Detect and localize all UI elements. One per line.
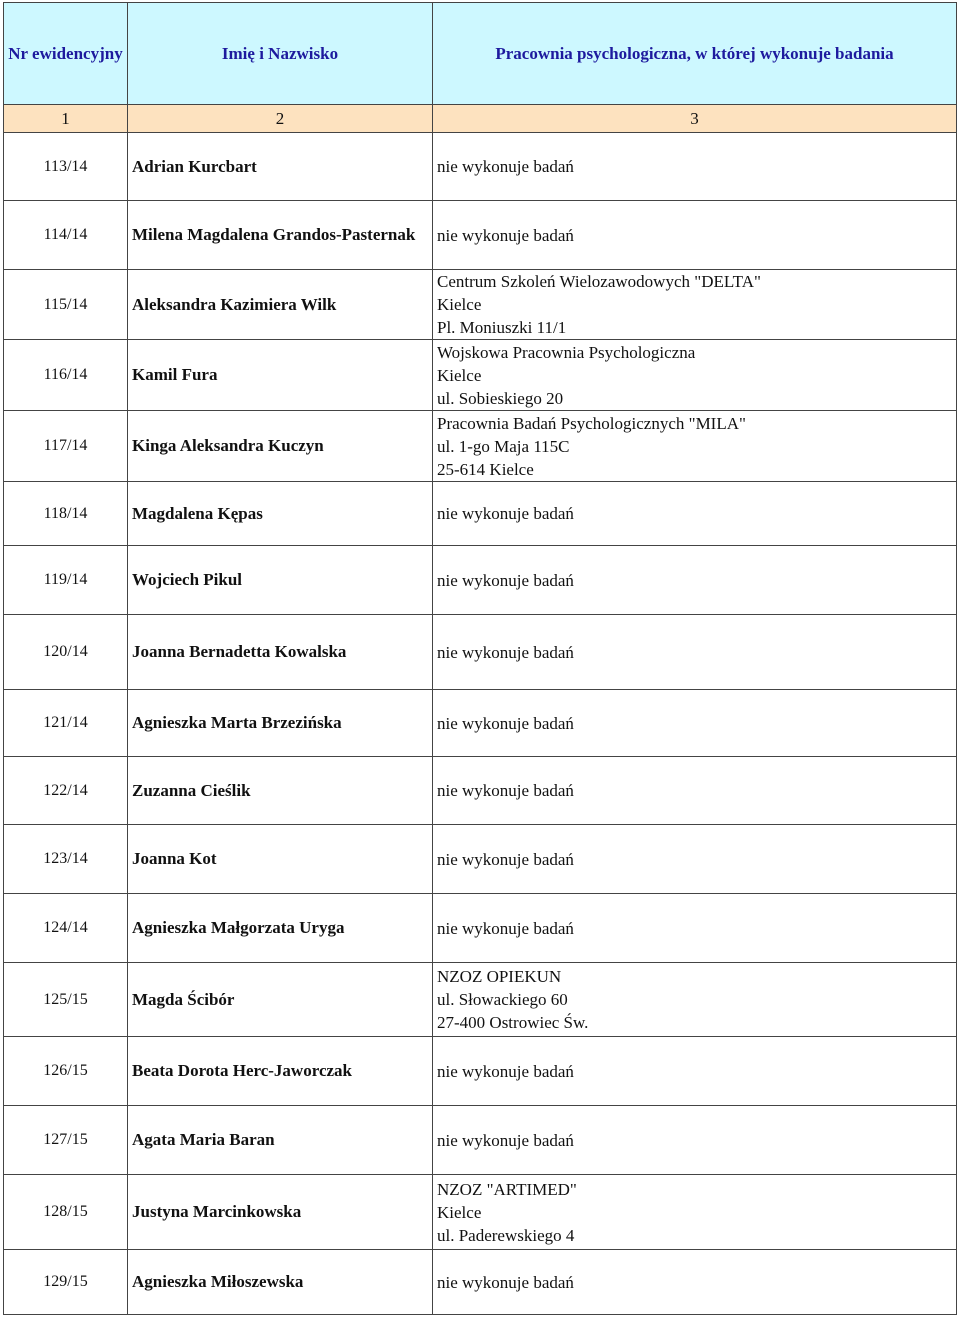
registry-rows [4,133,957,1315]
lab-line: 27-400 Ostrowiec Św. [437,1013,589,1032]
lab-line: ul. 1-go Maja 115C [437,436,570,456]
lab-line: ul. Słowackiego 60 [437,990,568,1009]
person-name: Magda Ścibór [128,963,433,1037]
header-nr: Nr ewidencyjny [4,3,128,105]
lab-line: Pl. Moniuszki 11/1 [437,318,567,337]
lab-cell [433,894,957,963]
registry-number: 121/14 [4,690,128,757]
person-name: Aleksandra Kazimiera Wilk [128,270,433,340]
table-row [4,201,957,270]
lab-cell [433,411,957,482]
table-row [4,1037,957,1106]
table-row [4,1175,957,1250]
lab-cell [433,825,957,894]
column-number: 3 [433,105,957,133]
table-row [4,340,957,411]
lab-cell [433,690,957,757]
table-row [4,690,957,757]
person-name: Justyna Marcinkowska [128,1175,433,1250]
lab-cell [433,1106,957,1175]
registry-number: 129/15 [4,1250,128,1315]
person-name: Agnieszka Marta Brzezińska [128,690,433,757]
table-row [4,615,957,690]
registry-number: 125/15 [4,963,128,1037]
column-number: 1 [4,105,128,133]
lab-cell [433,546,957,615]
person-name: Agnieszka Małgorzata Uryga [128,894,433,963]
lab-line: nie wykonuje badań [437,781,574,800]
table-row [4,757,957,825]
person-name: Joanna Bernadetta Kowalska [128,615,433,690]
lab-line: nie wykonuje badań [437,1061,574,1081]
table-row [4,963,957,1037]
lab-line: Wojskowa Pracownia Psychologiczna [437,342,696,362]
lab-line: NZOZ "ARTIMED" [437,1179,577,1199]
lab-line: nie wykonuje badań [437,225,574,245]
person-name: Joanna Kot [128,825,433,894]
lab-cell [433,340,957,411]
lab-cell [433,615,957,690]
person-name: Adrian Kurcbart [128,133,433,201]
lab-line: nie wykonuje badań [437,918,574,938]
header-lab: Pracownia psychologiczna, w której wykonuje badania [433,3,957,105]
lab-line: nie wykonuje badań [437,713,574,733]
registry-number: 124/14 [4,894,128,963]
lab-cell [433,270,957,340]
lab-cell [433,1037,957,1106]
lab-cell [433,133,957,201]
lab-line: Pracownia Badań Psychologicznych "MILA" [437,413,746,433]
registry-number: 122/14 [4,757,128,825]
person-name: Zuzanna Cieślik [128,757,433,825]
registry-number: 120/14 [4,615,128,690]
lab-line: Centrum Szkoleń Wielozawodowych "DELTA" [437,272,761,291]
person-name: Kinga Aleksandra Kuczyn [128,411,433,482]
table-row [4,133,957,201]
lab-cell [433,1250,957,1315]
table-row [4,411,957,482]
registry-number: 119/14 [4,546,128,615]
lab-cell [433,1175,957,1250]
registry-number: 117/14 [4,411,128,482]
lab-cell [433,757,957,825]
person-name: Milena Magdalena Grandos-Pasternak [128,201,433,270]
lab-line: NZOZ OPIEKUN [437,967,562,986]
person-name: Kamil Fura [128,340,433,411]
lab-cell [433,482,957,546]
lab-line: Kielce [437,365,482,385]
header-row [4,3,957,105]
registry-number: 118/14 [4,482,128,546]
registry-number: 127/15 [4,1106,128,1175]
person-name: Beata Dorota Herc-Jaworczak [128,1037,433,1106]
person-name: Agnieszka Miłoszewska [128,1250,433,1315]
registry-number: 114/14 [4,201,128,270]
table-row [4,1106,957,1175]
registry-number: 123/14 [4,825,128,894]
lab-line: ul. Paderewskiego 4 [437,1225,575,1245]
lab-line: nie wykonuje badań [437,157,574,176]
lab-line: nie wykonuje badań [437,1272,574,1292]
lab-line: Kielce [437,1202,482,1222]
registry-number: 113/14 [4,133,128,201]
table-row [4,270,957,340]
table-row [4,894,957,963]
lab-line: nie wykonuje badań [437,504,574,523]
lab-line: ul. Sobieskiego 20 [437,388,564,408]
lab-line: 25-614 Kielce [437,459,534,479]
lab-cell [433,963,957,1037]
registry-number: 128/15 [4,1175,128,1250]
table-row [4,825,957,894]
lab-line: Kielce [437,295,482,314]
person-name: Wojciech Pikul [128,546,433,615]
person-name: Agata Maria Baran [128,1106,433,1175]
table-row [4,1250,957,1315]
lab-line: nie wykonuje badań [437,1130,574,1150]
person-name: Magdalena Kępas [128,482,433,546]
lab-line: nie wykonuje badań [437,849,574,869]
registry-number: 126/15 [4,1037,128,1106]
table-row [4,482,957,546]
registry-number: 115/14 [4,270,128,340]
lab-line: nie wykonuje badań [437,642,574,662]
lab-cell [433,201,957,270]
column-number: 2 [128,105,433,133]
column-number-row [4,105,957,133]
header-name: Imię i Nazwisko [128,3,433,105]
registry-table [3,2,957,1315]
lab-line: nie wykonuje badań [437,570,574,590]
registry-number: 116/14 [4,340,128,411]
table-row [4,546,957,615]
